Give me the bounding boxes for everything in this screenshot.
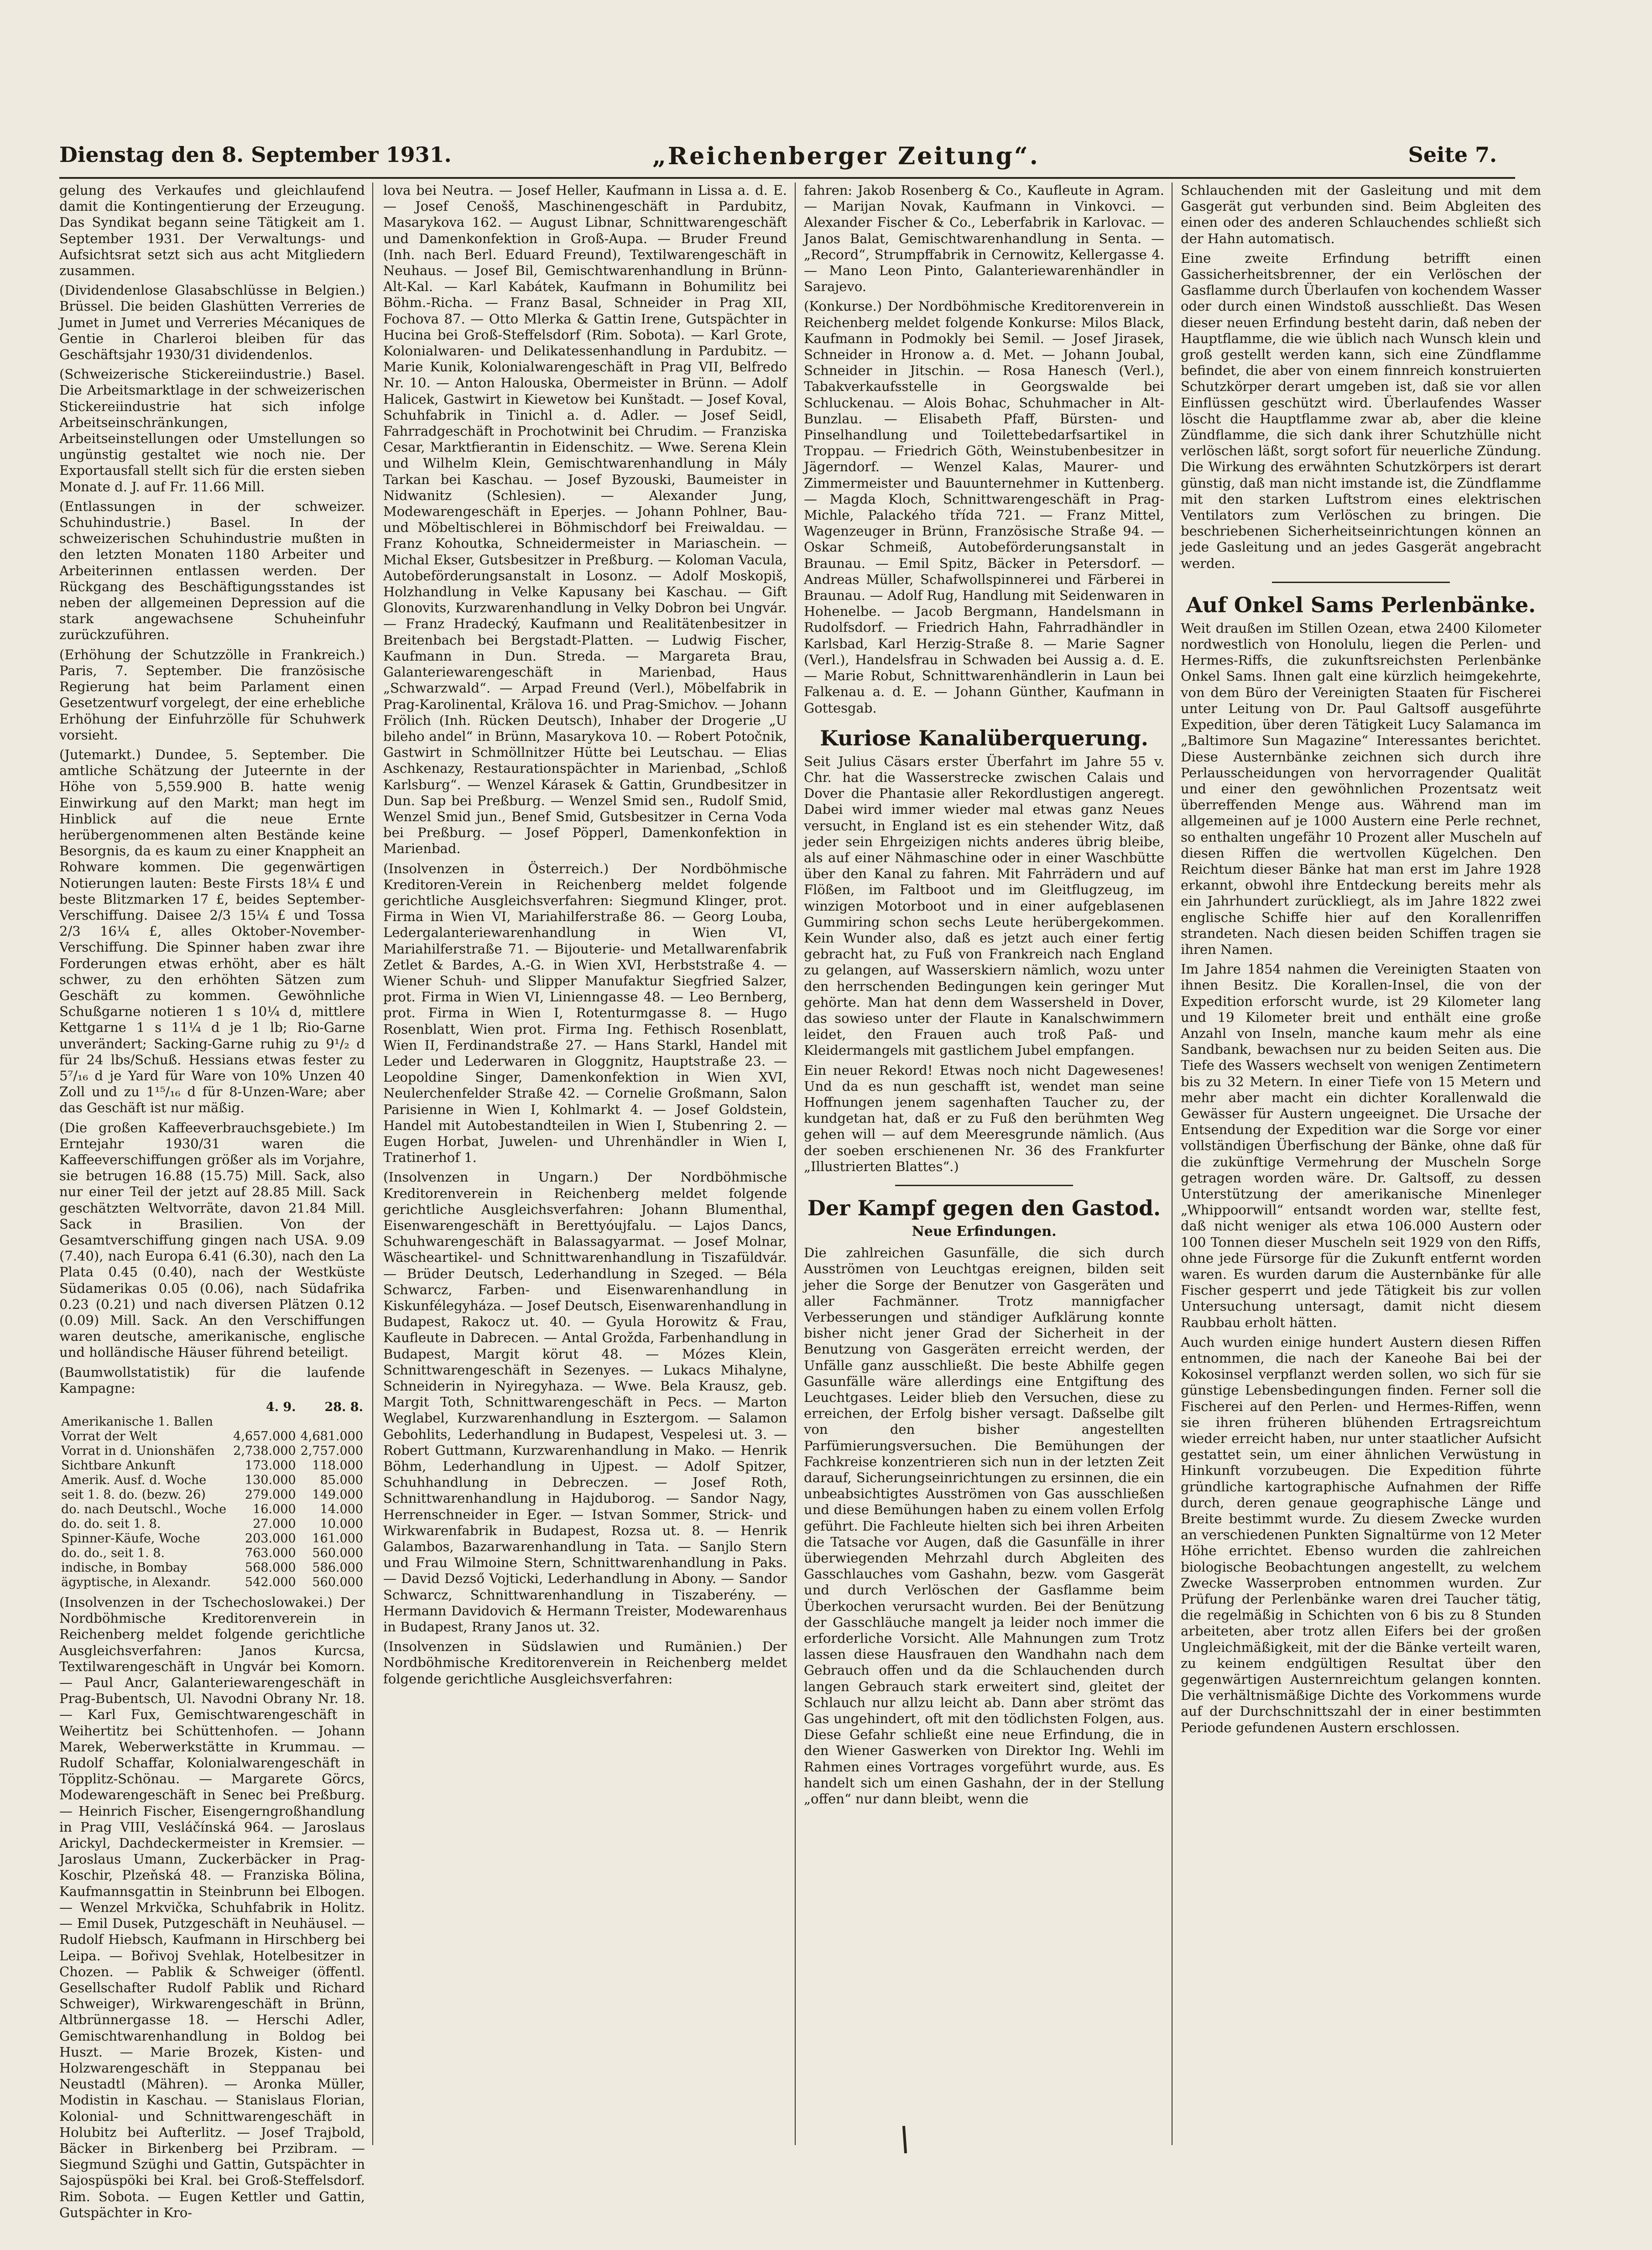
paragraph-insolvenzen-suedslawien: (Insolvenzen in Südslawien und Rumänien.) Der Nordböhmische Kreditorenverein in Reichenberg meldet folgende gerichtliche Ausgleichsverfahren:: [383, 1639, 787, 1687]
table-row: [59, 1415, 365, 1429]
section-divider: [1272, 582, 1450, 583]
table-cell: 586.000: [312, 1561, 363, 1575]
table-cell: Spinner-Käufe, Woche: [61, 1531, 200, 1546]
table-cell: Sichtbare Ankunft: [61, 1458, 176, 1473]
table-cell: indische, in Bombay: [61, 1561, 188, 1575]
headline-kanal: Kuriose Kanalüberquerung.: [820, 725, 1148, 750]
paragraph-konkurse: (Konkurse.) Der Nordböhmische Kreditorenverein in Reichenberg meldet folgende Konkurse: Milos Black, Kaufmann in Podmokly bei Semil. — Josef Jirasek, Schneider in Hronow a. d. Met. — Johann Joubal, Schneider in Jitschin. — Rosa Hanesch (Verl.), Tabakverkaufsstelle in Georgswalde bei Schluckenau. — Alois Bohac, Schuhmacher in Alt-Bunzlau. — Elisabeth Pfaff, Bürsten- und Pinselhandlung und Toilettebedarfsartikel in Troppau. — Friedrich Göth, Weinstubenbesitzer in Jägerndorf. — Wenzel Kalas, Maurer- und Zimmermeister und Bauunternehmer in Kuttenberg. — Magda Kloch, Schnittwarengeschäft in Prag-Michle, Palackého třída 721. — Franz Mittel, Wagenzeuger in Brünn, Französische Straße 94. — Oskar Schmeiß, Autobeförderungsanstalt in Braunau. — Emil Spitz, Bäcker in Petersdorf. — Andreas Müller, Schafwollspinnerei und Färberei in Braunau. — Adolf Rug, Handlung mit Seidenwaren in Hohenelbe. — Jacob Bergmann, Handelsmann in Rudolfsdorf. — Friedrich Hahn, Fahrradhändler in Karlsbad, Karl Herzig-Straße 8. — Marie Sagner (Verl.), Handelsfrau in Schwaden bei Aussig a. d. E. — Marie Robut, Schnittwarenhändlerin in Laun bei Falkenau a. d. E. — Johann Günther, Kaufmann in Gottesgab.: [804, 298, 1164, 716]
column-4: [1181, 182, 1541, 2145]
headline-gastod: Der Kampf gegen den Gastod.: [807, 1195, 1161, 1220]
table-cell: [230, 1415, 297, 1429]
table-cell: Vorrat in d. Unionshäfen: [61, 1444, 215, 1458]
table-row: [59, 1531, 365, 1546]
table-cell: [298, 1415, 365, 1429]
paragraph-insolvenzen-oesterreich: (Insolvenzen in Österreich.) Der Nordböhmische Kreditoren-Verein in Reichenberg meldet folgende gerichtliche Ausgleichsverfahren: Siegmund Klinger, prot. Firma in Wien VI, Mariahilferstraße 86. — Georg Louba, Ledergalanteriewarenhandlung in Wien VI, Mariahilferstraße 71. — Bijouterie- und Metallwarenfabrik Zetlet & Bardes, A.-G. in Wien XVI, Herbststraße 4. — Wiener Schuh- und Slipper Manufaktur Siegfried Salzer, prot. Firma in Wien VI, Linienngasse 48. — Leo Bernberg, prot. Firma in Wien I, Rotenturmgasse 8. — Hugo Rosenblatt, Wien prot. Firma Ing. Fethisch Rosenblatt, Wien II, Ferdinandstraße 27. — Hans Starkl, Handel mit Leder und Lederwaren in Gloggnitz, Hauptstraße 23. — Leopoldine Singer, Damenkonfektion in Wien XVI, Neulerchenfelder Straße 42. — Cornelie Großmann, Salon Parisienne in Wien I, Kohlmarkt 4. — Josef Goldstein, Handel mit Autobestandteilen in Wien I, Stubenring 2. — Eugen Horbat, Juwelen- und Uhrenhändler in Wien I, Tratinerhof 1.: [383, 860, 787, 1166]
table-row: [59, 1444, 365, 1458]
paragraph-entlassungen: (Entlassungen in der schweizer. Schuhindustrie.) Basel. In der schweizerischen Schuhindustrie mußten in den letzten Monaten 1180 Arbeiter und Arbeiterinnen entlassen werden. Der Rückgang des Beschäftigungsstandes ist neben der allgemeinen Depression auf die stark angewachsene Schuheinfuhr zurückzuführen.: [59, 498, 365, 643]
column-divider: [1172, 182, 1173, 2145]
table-cell: 4,681.000: [300, 1429, 363, 1444]
table-cell: 560.000: [312, 1546, 363, 1561]
table-cell: do. do., seit 1. 8.: [61, 1546, 165, 1561]
table-cell: 173.000: [245, 1458, 296, 1473]
paragraph-dividenden: (Dividendenlose Glasabschlüsse in Belgien.) Brüssel. Die beiden Glashütten Verreries de Jumet in Jumet und Verreries Mécaniques de Gentie in Charleroi bleiben für das Geschäftsjahr 1930/31 dividendenlos.: [59, 282, 365, 363]
header-page-number: Seite 7.: [1408, 142, 1497, 167]
table-cell: do. nach Deutschl., Woche: [61, 1502, 227, 1517]
table-cell: Vorrat der Welt: [61, 1429, 157, 1444]
paragraph-perlen-3: Auch wurden einige hundert Austern diesen Riffen entnommen, die nach der Kaneohe Bai bei der Kokosinsel verpflanzt werden sollen, wo sich für sie günstige Lebensbedingungen finden. Ferner soll die Fischerei auf den Perlen- und Hermes-Riffen, wenn sie ihren früheren blühenden Ertragsreichtum wieder erreicht haben, nur unter staatlicher Aufsicht gestattet sein, um einer ähnlichen Verwüstung in Hinkunft vorzubeugen. Die Expedition führte gründliche kartographische Aufnahmen der Riffe durch, deren genaue geographische Länge und Breite bestimmt wurde. Zu diesem Zwecke wurden an verschiedenen Punkten Signaltürme von 12 Meter Höhe errichtet. Ebenso wurden die zahlreichen biologische Beobachtungen angestellt, zu welchem Zwecke Wasserproben entnommen wurden. Zur Prüfung der Perlenbänke waren drei Taucher tätig, die regelmäßig in Schichten von 6 bis zu 8 Stunden arbeiteten, aber trotz allen Eifers bei der großen Ungleichmäßigkeit, mit der die Bänke verteilt waren, zu keinem endgültigen Resultat über den gegenwärtigen Austernreichtum gelangen konnten. Die verhältnismäßige Dichte des Vorkommens wurde auf der Durchschnittszahl der in einer bestimmten Periode gefundenen Austern erschlossen.: [1181, 1334, 1541, 1735]
paragraph-ausgleich-continued: fahren: Jakob Rosenberg & Co., Kaufleute in Agram. — Marijan Novak, Kaufmann in Vinkovci. — Alexander Fischer & Co., Leberfabrik in Karlovac. — Janos Balat, Gemischtwarenhandlung in Senta. — „Record“, Strumpffabrik in Cernowitz, Kellergasse 4. — Mano Leon Pinto, Galanteriewarenhändler in Sarajevo.: [804, 182, 1164, 295]
paragraph-insolvenzen-continued: lova bei Neutra. — Josef Heller, Kaufmann in Lissa a. d. E. — Josef Cenošš, Maschinengeschäft in Pardubitz, Masarykova 162. — August Libnar, Schnittwarengeschäft und Damenkonfektion in Groß-Aupa. — Bruder Freund (Inh. nach Berl. Eduard Freund), Textilwarengeschäft in Neuhaus. — Josef Bil, Gemischtwarenhandlung in Brünn-Alt-Kal. — Karl Kabátek, Kaufmann in Bohumilitz bei Böhm.-Richa. — Franz Basal, Schneider in Prag XII, Fochova 87. — Otto Mlerka & Gattin Irene, Gutspächter in Hucina bei Groß-Steffelsdorf (Rim. Sobota). — Karl Grote, Kolonialwaren- und Delikatessenhandlung in Pardubitz. — Marie Kunik, Kolonialwarengeschäft in Prag VII, Belfredo Nr. 10. — Anton Halouska, Obermeister in Brünn. — Adolf Halicek, Gastwirt in Kiewetow bei Kunštadt. — Josef Koval, Schuhfabrik in Tinichl a. d. Adler. — Josef Seidl, Fahrradgeschäft in Prochotwinit bei Chrudim. — Franziska Cesar, Marktfierantin in Eidenschitz. — Wwe. Serena Klein und Wilhelm Klein, Gemischtwarenhandlung in Mály Tarkan bei Kaschau. — Josef Byzouski, Baumeister in Nidwanitz (Schlesien). — Alexander Jung, Modewarengeschäft in Eperjes. — Johann Pohlner, Bau- und Möbeltischlerei in Böhmischdorf bei Freiwaldau. — Franz Kohoutka, Schneidermeister in Mariaschein. — Michal Ekser, Gutsbesitzer in Preßburg. — Koloman Vacula, Autobeförderungsanstalt in Losonz. — Adolf Moskopiš, Holzhandlung in Velke Kapusany bei Kaschau. — Gift Glonovits, Kurzwarenhandlung in Velky Dobron bei Ungvár. — Franz Hradecký, Kaufmann und Realitätenbesitzer in Breitenbach bei Bergstadt-Platten. — Ludwig Fischer, Kaufmann in Dun. Streda. — Margareta Brau, Galanteriewarengeschäft in Marienbad, Haus „Schwarzwald“. — Arpad Freund (Verl.), Möbelfabrik in Prag-Karolinental, Krälova 16. und Prag-Smichov. — Johann Frölich (Inh. Rücken Deutsch), Inhaber der Drogerie „U bileho andel“ in Brünn, Masarykova 10. — Robert Potočnik, Gastwirt in Schmöllnitzer Hütte bei Leutschau. — Elias Aschkenazy, Restaurationspächter in Marienbad, „Schloß Karlsburg“. — Wenzel Kárasek & Gattin, Grundbesitzer in Dun. Sap bei Preßburg. — Wenzel Smid sen., Rudolf Smid, Wenzel Smid jun., Benef Smid, Gutsbesitzer in Cerna Voda bei Preßburg. — Josef Pöpperl, Damenkonfektion in Marienbad.: [383, 182, 787, 857]
paragraph-gastod-continued: Schlauchenden mit der Gasleitung und mit dem Gasgerät gut verbunden sind. Beim Abgleiten des einen oder des anderen Schlauchendes schließt sich der Hahn automatisch.: [1181, 182, 1541, 246]
table-cell: 130.000: [245, 1473, 296, 1488]
paragraph-perlen-2: Im Jahre 1854 nahmen die Vereinigten Staaten von ihnen Besitz. Die Korallen-Insel, die von der Expedition erforscht wurde, ist 29 Kilometer lang und 19 Kilometer breit und enthält eine große Anzahl von Inseln, manche kaum mehr als eine Sandbank, bewachsen nur zu beiden Seiten aus. Die Tiefe des Wassers wechselt von wenigen Zentimetern bis zu 32 Metern. In einer Tiefe von 15 Metern und mehr aber macht ein dichter Korallenwald die Gewässer für Austern ungeeignet. Die Ursache der Entsendung der Expedition war die Sorge vor einer vollständigen Überfischung der Bänke, ohne daß für die zukünftige Vermehrung der Muscheln Sorge getragen worden wäre. Dr. Galtsoff, zu dessen Unterstützung der amerikanische Minenleger „Whippoorwill“ entsandt worden war, stellte fest, daß nicht weniger als etwa 106.000 Austern oder 100 Tonnen dieser Muscheln seit 1929 von den Riffs, ohne jede Fürsorge für die Zukunft entfernt worden waren. Es wurden darum die Austernbänke für alle Fischer gesperrt und jede Tätigkeit bis zur vollen Untersuchung untersagt, damit nicht diesem Raubbau erholt hätten.: [1181, 961, 1541, 1330]
table-cell: 85.000: [320, 1473, 363, 1488]
table-cell: do. do. seit 1. 8.: [61, 1517, 161, 1531]
table-cell: 27.000: [253, 1517, 296, 1531]
paragraph-gastod-2: Eine zweite Erfindung betrifft einen Gassicherheitsbrenner, der ein Verlöschen der Gasflamme durch Überlaufen von kochendem Wasser oder durch einen Windstoß ausschließt. Das Wesen dieser neuen Erfindung besteht darin, daß neben der Hauptflamme, die wie üblich nach Wunsch klein und groß gestellt werden kann, sich eine Zündflamme befindet, die aber von einem finnreich konstruierten Schutzkörper derart umgeben ist, daß sie vor allen Einflüssen geschützt wird. Überlaufendes Wasser löscht die Hauptflamme zwar ab, aber die kleine Zündflamme, die sich dank ihrer Schutzhülle nicht verlöschen läßt, sorgt sofort für neuerliche Zündung. Die Wirkung des erwähnten Schutzkörpers ist derart günstig, daß man nicht imstande ist, die Zündflamme mit den starken Luftstrom eines elektrischen Ventilators zum Verlöschen zu bringen. Die beschriebenen Sicherheitseinrichtungen können an jede Gasleitung und an jedes Gasgerät angebracht werden.: [1181, 250, 1541, 571]
table-cell: 763.000: [245, 1546, 296, 1561]
paragraph-insolvenzen-tschechoslowakei: (Insolvenzen in der Tschechoslowakei.) Der Nordböhmische Kreditorenverein in Reichenberg meldet folgende gerichtliche Ausgleichsverfahren: Janos Kurcsa, Textilwarengeschäft in Ungvár bei Komorn. — Paul Ancr, Galanteriewarengeschäft in Prag-Bubentsch, Ul. Navodni Obrany Nr. 18. — Karl Fux, Gemischtwarengeschäft in Weihertitz bei Schüttenhofen. — Johann Marek, Weberwerkstätte in Krummau. — Rudolf Schaffar, Kolonialwarengeschäft in Töpplitz-Schönau. — Margarete Görcs, Modewarengeschäft in Senec bei Preßburg. — Heinrich Fischer, Eisengerngroßhandlung in Prag VIII, Vesláčínská 964. — Jaroslaus Arickyl, Dachdeckermeister in Kremsier. — Jaroslaus Umann, Zuckerbäcker in Prag-Koschir, Plzeňská 48. — Franziska Bölina, Kaufmannsgattin in Steinbrunn bei Elbogen. — Wenzel Mrkvička, Schuhfabrik in Holitz. — Emil Dusek, Putzgeschäft in Neuhäusel. — Rudolf Hiebsch, Kaufmann in Hirschberg bei Leipa. — Bořivoj Svehlak, Hotelbesitzer in Chozen. — Pablik & Schweiger (öffentl. Gesellschafter Rudolf Pablik und Richard Schweiger), Wirkwarengeschäft in Brünn, Altbrünnergasse 18. — Herschi Adler, Gemischtwarenhandlung in Boldog bei Huszt. — Marie Brozek, Kisten- und Holzwarengeschäft in Steppanau bei Neustadtl (Mähren). — Aronka Müller, Modistin in Kaschau. — Stanislaus Florian, Kolonial- und Schnittwarengeschäft in Holubitz bei Aufterlitz. — Josef Trajbold, Bäcker in Birkenberg bei Przibram. — Siegmund Szüghi und Gattin, Gutspächter in Sajospüspöki bei Kral. bei Groß-Steffelsdorf. Rim. Sobota. — Eugen Kettler und Gattin, Gutspächter in Kro-: [59, 1594, 365, 2220]
table-row: [59, 1575, 365, 1590]
table-header-cell: 28. 8.: [324, 1400, 363, 1415]
table-row: [59, 1473, 365, 1488]
table-header-row: [59, 1400, 365, 1415]
paragraph-kaffee: (Die großen Kaffeeverbrauchsgebiete.) Im Erntejahr 1930/31 waren die Kaffeeverschiffungen größer als im Vorjahre, sie betrugen 16.88 (15.75) Mill. Sack, also nur einer Teil der jetzt auf 28.85 Mill. Sack geschätzten Weltvorräte, davon 21.84 Mill. Sack in Brasilien. Von der Gesamtverschiffung gingen nach USA. 9.09 (7.40), nach Europa 6.41 (6.30), nach den La Plata 0.45 (0.40), nach der Westküste Südamerikas 0.05 (0.06), nach Südafrika 0.23 (0.21) und nach diversen Plätzen 0.12 (0.09) Mill. Sack. An den Verschiffungen waren deutsche, amerikanische, englische und holländische Häuser führend beteiligt.: [59, 1120, 365, 1360]
column-2: [383, 182, 787, 2145]
table-row: [59, 1429, 365, 1444]
table-row: [59, 1561, 365, 1575]
table-row: [59, 1517, 365, 1531]
column-1: [59, 182, 365, 2220]
table-cell: 16.000: [253, 1502, 296, 1517]
paragraph-perlen-1: Weit draußen im Stillen Ozean, etwa 2400 Kilometer nordwestlich von Honolulu, liegen die Perlen- und Hermes-Riffs, die zukunftsreichsten Perlenbänke Onkel Sams. Ihnen galt eine kürzlich heimgekehrte, von dem Büro der Vereinigten Staaten für Fischerei unter Leitung von Dr. Paul Galtsoff ausgeführte Expedition, über deren Tätigkeit Lucy Salamanca im „Baltimore Sun Magazine“ Interessantes berichtet. Diese Austernbänke zeichnen sich durch ihre Perlausscheidungen von hervorragender Qualität und einer den gewöhnlichen Prozentsatz weit überreffenden Menge aus. Während man im allgemeinen auf je 1000 Austern eine Perle rechnet, so enthalten ungefähr 10 Prozent aller Muscheln auf diesen Riffen die wertvollen Kügelchen. Den Reichtum dieser Bänke hat man erst im Jahre 1928 erkannt, obwohl ihre Entdeckung bereits mehr als ein Jahrhundert zurückliegt, als im Jahre 1822 zwei englische Schiffe hier auf den Korallenriffen strandeten. Nach diesen beiden Schiffen tragen sie ihren Namen.: [1181, 620, 1541, 957]
table-cell: 560.000: [312, 1575, 363, 1590]
table-cell: 568.000: [245, 1561, 296, 1575]
table-row: [59, 1488, 365, 1502]
table-cell: 118.000: [312, 1458, 363, 1473]
table-cell: seit 1. 8. do. (bezw. 26): [61, 1488, 206, 1502]
column-divider: [795, 182, 796, 2145]
cotton-statistics-table: [59, 1400, 365, 1590]
section-divider: [895, 1185, 1073, 1186]
paragraph-insolvenzen-ungarn: (Insolvenzen in Ungarn.) Der Nordböhmische Kreditorenverein in Reichenberg meldet folgende gerichtliche Ausgleichsverfahren: Johann Blumenthal, Eisenwarengeschäft in Berettyóujfalu. — Lajos Dancs, Schuhwarengeschäft in Balassagyarmat. — Josef Molnar, Wäscheartikel- und Schnittwarenhandlung in Tiszafüldvár. — Brüder Deutsch, Lederhandlung in Szeged. — Béla Schwarcz, Farben- und Eisenwarenhandlung in Kiskunfélegyháza. — Josef Deutsch, Eisenwarenhandlung in Budapest, Rakocz ut. 40. — Gyula Horowitz & Frau, Kaufleute in Dabrecen. — Antal Grožda, Farbenhandlung in Budapest, Margit körut 48. — Mózes Klein, Schnittwarengeschäft in Sezenyes. — Lukacs Mihalyne, Schneiderin in Nyiregyhaza. — Wwe. Bela Krausz, geb. Margit Toth, Schnittwarengeschäft in Pecs. — Marton Weglabel, Kurzwarenhandlung in Esztergom. — Salamon Gebohlits, Lederhandlung in Budapest, Vespelesi ut. 3. — Robert Guttmann, Kurzwarenhandlung in Mako. — Henrik Böhm, Lederhandlung in Ujpest. — Adolf Spitzer, Schuhhandlung in Debreczen. — Josef Roth, Schnittwarenhandlung in Hajduborog. — Sandor Nagy, Herrenschneider in Eger. — Istvan Sommer, Strick- und Wirkwarenfabrik in Budapest, Rozsa ut. 8. — Henrik Galambos, Bazarwarenhandlung in Tata. — Sanjlo Stern und Frau Wilmoine Stern, Schnittwarenhandlung in Paks. — David Dezső Vojticki, Lederhandlung in Abony. — Sandor Schwarcz, Schnittwarenhandlung in Tiszaberény. — Hermann Davidovich & Hermann Treister, Modewarenhaus in Budapest, Rrany Janos ut. 32.: [383, 1169, 787, 1635]
table-cell: Amerikanische 1. Ballen: [61, 1415, 213, 1429]
column-3: [804, 182, 1164, 2145]
column-divider: [372, 182, 373, 2145]
table-cell: 2,757.000: [300, 1444, 363, 1458]
table-cell: 161.000: [312, 1531, 363, 1546]
header-date: Dienstag den 8. September 1931.: [59, 142, 452, 167]
table-cell: 2,738.000: [233, 1444, 296, 1458]
table-cell: Amerik. Ausf. d. Woche: [61, 1473, 207, 1488]
paragraph-jutemarkt: (Jutemarkt.) Dundee, 5. September. Die amtliche Schätzung der Juteernte in der Höhe von 5,559.900 B. hatte wenig Einwirkung auf den Markt; man hegt im Hinblick auf die neue Ernte herübergenommenen alten Bestände keine Besorgnis, da es kaum zu einer Knappheit an Rohware kommen. Die gegenwärtigen Notierungen lauten: Beste Firsts 18¼ £ und beste Blitzmarken 17 £, beides September-Verschiffung. Daisee 2/3 15¼ £ und Tossa 2/3 16¼ £, alles Oktober-November-Verschiffung. Die Spinner haben zwar ihre Forderungen etwas erhöht, aber es hält schwer, zu den erhöhten Sätzen zum Geschäft zu kommen. Gewöhnliche Schußgarne notieren 1 s 10¼ d, mittlere Kettgarne 1 s 11¼ d je 1 lb; Rio-Garne unverändert; Sacking-Garne ruhig zu 9¹/₂ d für 24 lbs/Schuß. Hessians etwas fester zu 5⁷/₁₆ d je Yard für Ware von 10% Unzen 40 Zoll und zu 1¹⁵/₁₆ d für 8-Unzen-Ware; aber das Geschäft ist nur mäßig.: [59, 746, 365, 1116]
table-row: [59, 1546, 365, 1561]
table-header-cell: [59, 1400, 230, 1415]
table-header-cell: 4. 9.: [266, 1400, 296, 1415]
subheadline-gastod: Neue Erfindungen.: [912, 1223, 1057, 1240]
table-cell: 14.000: [320, 1502, 363, 1517]
paragraph-kanal-1: Seit Julius Cäsars erster Überfahrt im Jahre 55 v. Chr. hat die Wasserstrecke zwischen Calais und Dover die Phantasie aller Rekordlustigen angeregt. Dabei wird immer wieder mal etwas ganz Neues versucht, in England ist es ein stehender Witz, daß jeder sein Ehrgeizigen nichts anderes übrig bleibe, als auf einer Nähmaschine oder in einer Waschbütte über den Kanal zu fahren. Mit Fahrrädern und auf Flößen, im Faltboot und im Gleitflugzeug, im winzigen Motorboot und in einer aufgeblasenen Gummiring schon sechs Leute herübergekommen. Kein Wunder also, daß es jetzt auch einer fertig gebracht hat, zu Fuß von Frankreich nach England zu gelangen, auf Wasserskiern nämlich, wozu unter den herrschenden Bedingungen kein geringer Mut gehörte. Man hat denn dem Wassersheld in Dover, das sowieso unter der Flaute in Kanalschwimmern leidet, den Frauen auch troß Paß- und Kleidermangels mit gastlichem Jubel empfangen.: [804, 753, 1164, 1058]
table-cell: 542.000: [245, 1575, 296, 1590]
paragraph-schutzzoelle: (Erhöhung der Schutzzölle in Frankreich.) Paris, 7. September. Die französische Regierung hat beim Parlament einen Gesetzentwurf vorgelegt, der eine erhebliche Erhöhung der Einfuhrzölle für Schuhwerk vorsieht.: [59, 646, 365, 743]
table-cell: 279.000: [245, 1488, 296, 1502]
header-title: „Reichenberger Zeitung“.: [652, 142, 1040, 170]
paragraph-stickerei: (Schweizerische Stickereiindustrie.) Basel. Die Arbeitsmarktlage in der schweizerischen Stickereiindustrie hat sich infolge Arbeitseinschränkungen, Arbeitseinstellungen oder Umstellungen so ungünstig gestaltet wie noch nie. Der Exportausfall stellt sich für die ersten sieben Monate d. J. auf Fr. 11.66 Mill.: [59, 366, 365, 495]
paragraph-gastod-1: Die zahlreichen Gasunfälle, die sich durch Ausströmen von Leuchtgas ereignen, bilden seit jeher die Sorge der Benutzer von Gasgeräten und aller Fachmänner. Trotz mannigfacher Verbesserungen und ständiger Aufklärung konnte bisher nicht jener Grad der Sicherheit in der Benutzung von Gasgeräten erreicht werden, der Unfälle ganz ausschließt. Die beste Abhilfe gegen Gasunfälle wäre allerdings eine Entgiftung des Leuchtgases. Leider blieb den Versuchen, diese zu erreichen, der Erfolg bisher versagt. Daßselbe gilt von den bisher angestellten Parfümierungsversuchen. Die Bemühungen der Fachkreise konzentrieren sich nun in der letzten Zeit darauf, Sicherungseinrichtungen zu ersinnen, die ein unbeabsichtigtes Ausströmen von Gas ausschließen und diese Bemühungen haben zu einem vollen Erfolg geführt. Die Fachleute hielten sich bei ihren Arbeiten die Tatsache vor Augen, daß die Gasunfälle in ihrer überwiegenden Mehrzahl durch Abgleiten des Gasschlauches vom Gashahn, bezw. vom Gasgerät und durch Verlöschen der Gasflamme beim Überkochen verursacht wurden. Bei der Benützung der Gasschläuche mangelt ja leider noch immer die erforderliche Vorsicht. Alle Mahnungen zum Trotz lassen diese Hausfrauen den Wandhahn nach dem Gebrauch offen und da die Schlauchenden durch langen Gebrauch stark erweitert sind, gleitet der Schlauch nur allzu leicht ab. Dann aber strömt das Gas ungehindert, oft mit den tödlichsten Folgen, aus. Diese Gefahr schließt eine neue Erfindung, die in den Wiener Gaswerken von Direktor Ing. Wehli im Rahmen eines Vortrages vorgeführt wurde, aus. Es handelt sich um einen Gashahn, der in der Stellung „offen“ nur dann bleibt, wenn die: [804, 1245, 1164, 1807]
table-cell: 4,657.000: [233, 1429, 296, 1444]
table-cell: 203.000: [245, 1531, 296, 1546]
table-cell: 149.000: [312, 1488, 363, 1502]
table-row: [59, 1458, 365, 1473]
header-rule: [59, 177, 1515, 179]
table-row: [59, 1502, 365, 1517]
headline-perlenbaenke: Auf Onkel Sams Perlenbänke.: [1186, 592, 1536, 617]
paragraph-baumwolle: (Baumwollstatistik) für die laufende Kampagne:: [59, 1364, 365, 1396]
table-cell: ägyptische, in Alexandr.: [61, 1575, 211, 1590]
paragraph-kanal-2: Ein neuer Rekord! Etwas noch nicht Dagewesenes! Und da es nun geschafft ist, wendet man seine Hoffnungen jenem sagenhaften Taucher zu, der kundgetan hat, daß er zu Fuß den berühmten Weg gehen will — auf dem Meeresgrunde nämlich. (Aus der soeben erschienenen Nr. 36 des Frankfurter „Illustrierten Blattes“.): [804, 1062, 1164, 1174]
paragraph-syndikat: gelung des Verkaufes und gleichlaufend damit die Kontingentierung der Erzeugung. Das Syndikat begann seine Tätigkeit am 1. September 1931. Der Verwaltungs- und Aufsichtsrat setzt sich aus acht Mitgliedern zusammen.: [59, 182, 365, 279]
table-cell: 10.000: [320, 1517, 363, 1531]
